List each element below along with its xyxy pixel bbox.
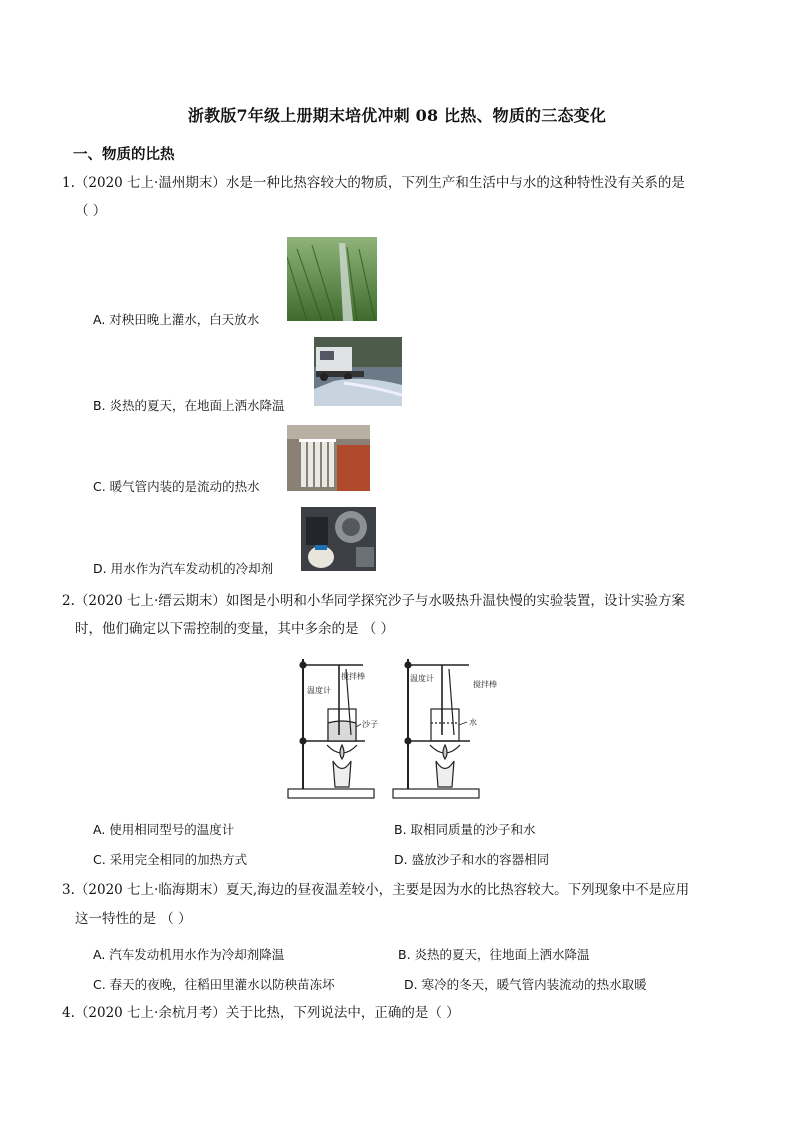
option-a: A. 使用相同型号的温度计 xyxy=(93,822,235,837)
left-stirrer-label: 搅拌棒 xyxy=(341,672,365,681)
car-engine-photo xyxy=(301,507,376,571)
rice-field-photo xyxy=(287,237,377,321)
option-b: B. 炎热的夏天，往地面上洒水降温 xyxy=(398,947,590,962)
question-3 xyxy=(62,877,689,903)
option-d: D. 用水作为汽车发动机的冷却剂 xyxy=(93,561,274,576)
radiator-photo xyxy=(287,425,370,491)
option-b: B. 炎热的夏天，在地面上洒水降温 xyxy=(93,398,285,413)
question-stem: 夏天,海边的昼夜温差较小，主要是因为水的比热容较大。下列现象中不是应用 xyxy=(225,882,690,898)
question-stem: 关于比热，下列说法中，正确的是（ ） xyxy=(225,1005,460,1021)
option-c: C. 采用完全相同的加热方式 xyxy=(93,852,248,867)
option-c: C. 暖气管内装的是流动的热水 xyxy=(93,479,260,494)
question-number: 4. xyxy=(62,1005,75,1021)
option-b: B. 取相同质量的沙子和水 xyxy=(394,822,536,837)
question-number: 2. xyxy=(62,593,75,609)
question-source: （2020 七上·临海期末） xyxy=(74,882,226,898)
left-material-label: 沙子 xyxy=(362,720,378,729)
option-d: D. 寒冷的冬天，暖气管内装流动的热水取暖 xyxy=(404,977,647,992)
answer-blank: （ ） xyxy=(75,203,107,219)
question-1 xyxy=(62,170,685,196)
option-a: A. 汽车发动机用水作为冷却剂降温 xyxy=(93,947,285,962)
option-c: C. 春天的夜晚，往稻田里灌水以防秧苗冻坏 xyxy=(93,977,335,992)
question-4 xyxy=(62,1000,460,1026)
experiment-diagram xyxy=(283,651,508,803)
question-stem-continued: 这一特性的是 （ ） xyxy=(75,911,192,927)
page-title: 浙教版7年级上册期末培优冲刺 08 比热、物质的三态变化 xyxy=(187,106,607,125)
street-sprinkler-photo xyxy=(314,337,402,406)
section-heading: 一、物质的比热 xyxy=(73,146,175,163)
option-d: D. 盛放沙子和水的容器相同 xyxy=(394,852,550,867)
question-number: 1. xyxy=(62,175,75,191)
question-2 xyxy=(62,588,685,614)
right-stirrer-label: 搅拌棒 xyxy=(473,680,497,689)
left-thermometer-label: 温度计 xyxy=(307,686,331,695)
question-source: （2020 七上·缙云期末） xyxy=(74,593,226,609)
question-stem-continued: 时，他们确定以下需控制的变量，其中多余的是 （ ） xyxy=(75,621,395,637)
question-source: （2020 七上·温州期末） xyxy=(74,175,226,191)
question-source: （2020 七上·余杭月考） xyxy=(74,1005,226,1021)
question-stem: 水是一种比热容较大的物质，下列生产和生活中与水的这种特性没有关系的是 xyxy=(225,175,685,191)
right-material-label: 水 xyxy=(469,718,477,727)
right-thermometer-label: 温度计 xyxy=(410,674,434,683)
question-stem: 如图是小明和小华同学探究沙子与水吸热升温快慢的实验装置，设计实验方案 xyxy=(225,593,685,609)
right-apparatus xyxy=(393,659,479,798)
question-number: 3. xyxy=(62,882,75,898)
option-a: A. 对秧田晚上灌水，白天放水 xyxy=(93,312,260,327)
